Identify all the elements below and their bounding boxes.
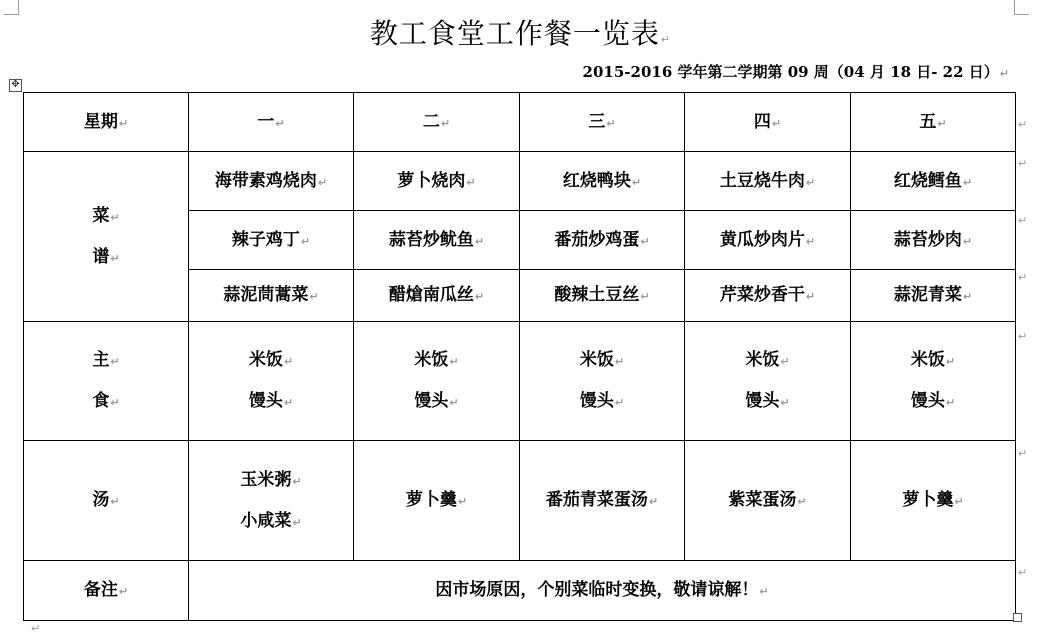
cell-line [189,111,353,132]
soup-cell-text: 番茄青菜蛋汤 [545,490,648,510]
dish-cell-text: 芹菜炒香干 [719,285,805,305]
cell-line [24,492,188,509]
cell-line [520,352,684,369]
cell-line [24,111,188,132]
staple-cell-text: 馒头 [579,391,614,411]
cell-line [354,111,519,132]
paragraph-mark-icon: ↵ [805,175,816,189]
paragraph-mark-icon: ↵ [309,290,319,303]
row-end-mark-icon: ↵ [1018,118,1028,131]
weekday-cell-2[interactable] [354,93,520,152]
soup-row [24,441,1016,561]
cell-line [24,582,188,599]
table-move-handle-icon[interactable]: ✥ [9,79,22,92]
cell-line [685,170,850,191]
cell-line [851,492,1015,509]
cell-line [189,352,353,369]
paragraph-mark-icon: ↵ [283,355,294,368]
soup-cell[interactable] [685,441,851,561]
row-end-mark-icon: ↵ [1018,447,1028,460]
paragraph-mark-icon: ↵ [640,290,650,303]
dish-cell-text: 醋熗南瓜丝 [388,285,474,305]
dish-cell-text: 酸辣土豆丝 [554,285,640,305]
cell-line [189,287,353,304]
cell-line [24,246,188,267]
paragraph-mark-icon: ↵ [110,210,120,224]
paragraph-mark-icon: ↵ [962,175,973,189]
paragraph-mark-icon: ↵ [449,355,459,368]
cell-line [520,229,684,250]
dish-cell[interactable] [520,270,685,322]
dish-cell[interactable] [685,270,851,322]
cell-line [189,229,353,250]
row-end-mark-icon: ↵ [1018,214,1028,227]
staple-cell-text: 米饭 [745,350,780,370]
dish-cell-text: 番茄炒鸡蛋 [554,229,640,250]
staple-cell[interactable] [851,322,1016,441]
paragraph-mark-icon: ↵ [110,396,120,409]
paragraph-mark-icon: ↵ [631,175,642,189]
paragraph-mark-icon: ↵ [457,495,468,508]
paragraph-mark-icon: ↵ [440,116,451,130]
row-end-mark-icon: ↵ [1018,566,1028,579]
dish-row [24,152,1016,211]
dish-cell[interactable] [851,270,1016,322]
notes-cell-text: 因市场原因，个别菜临时变换，敬请谅解！ [435,580,759,600]
dishes-label-cell[interactable] [24,152,189,322]
cell-line [24,352,188,369]
week-subtitle: 2015-2016 学年第二学期第 09 周（04 月 18 日- 22 日）↵ [582,63,1009,81]
row-end-mark-icon: ↵ [1018,271,1028,284]
dish-cell-text: 蒜苔炒肉 [893,229,962,250]
weekday-cell-3-text: 三 [588,111,606,132]
staple-label-cell-text: 食 [92,391,110,411]
document-title: 教工食堂工作餐一览表↵ [369,17,672,50]
weekday-label-cell[interactable] [24,93,189,152]
weekday-cell-3[interactable] [520,93,685,152]
cell-line [520,393,684,410]
cell-line [189,170,353,191]
paragraph-mark-icon: ↵ [110,355,120,368]
dishes-label-cell-text: 谱 [92,246,110,267]
cell-line [520,170,684,191]
dish-cell-text: 蒜泥茼蒿菜 [223,285,309,305]
dish-cell-text: 辣子鸡丁 [231,229,300,250]
cell-line [685,352,850,369]
paragraph-mark-icon: ↵ [275,116,285,130]
cell-line [189,393,353,410]
row-end-mark-icon: ↵ [1018,330,1028,343]
dish-cell[interactable] [354,152,520,211]
weekday-cell-1-text: 一 [257,111,275,132]
soup-cell-text: 小咸菜 [240,510,292,531]
cell-line [354,170,519,191]
paragraph-mark-icon: ↵ [780,396,790,409]
paragraph-mark-icon: ↵ [771,116,782,130]
paragraph-mark-icon: ↵ [805,234,816,248]
staple-label-cell-text: 主 [92,350,110,370]
cell-line [520,287,684,304]
staple-row [24,322,1016,441]
notes-cell[interactable] [189,561,1016,621]
weekday-cell-1[interactable] [189,93,354,152]
staple-cell[interactable] [685,322,851,441]
cell-line [851,393,1015,410]
paragraph-mark-icon: ↵ [962,234,973,248]
paragraph-mark-icon: ↵ [937,116,947,130]
cell-line [354,229,519,250]
paragraph-mark-icon: ↵ [759,585,769,598]
paragraph-mark-icon: ↵ [110,251,120,265]
paragraph-mark-icon: ↵ [283,396,294,409]
paragraph-mark-icon: ↵ [300,234,311,248]
dish-cell[interactable] [189,211,354,270]
cell-line [685,393,850,410]
cell-line [685,229,850,250]
table-resize-handle-icon[interactable] [1013,613,1022,622]
paragraph-mark-icon: ↵ [999,67,1009,80]
soup-cell[interactable] [851,441,1016,561]
staple-cell-text: 馒头 [414,391,449,411]
dish-cell-text: 蒜苔炒鱿鱼 [388,229,474,250]
staple-cell-text: 米饭 [248,350,283,370]
cell-line [189,469,353,490]
dish-cell-text: 海带素鸡烧肉 [214,170,317,191]
menu-table [23,92,1016,621]
cell-line [851,111,1015,132]
weekday-cell-4-text: 四 [753,111,771,132]
soup-cell-text: 萝卜羹 [902,490,954,510]
cell-line [685,111,850,132]
cell-line [24,205,188,226]
staple-cell-text: 米饭 [579,350,614,370]
dish-cell[interactable] [851,152,1016,211]
paragraph-mark-icon: ↵ [110,495,120,508]
paragraph-mark-icon: ↵ [660,33,672,46]
dish-cell[interactable] [685,211,851,270]
dish-cell[interactable] [520,211,685,270]
cell-line [354,352,519,369]
cell-line [851,287,1015,304]
paragraph-mark-icon: ↵ [648,495,659,508]
cell-line [520,111,684,132]
paragraph-mark-icon: ↵ [118,585,129,598]
soup-cell-text: 玉米粥 [240,469,292,490]
weekday-cell-5[interactable] [851,93,1016,152]
dish-cell-text: 萝卜烧肉 [397,170,466,191]
soup-label-cell[interactable] [24,441,189,561]
staple-cell[interactable] [354,322,520,441]
staple-label-cell[interactable] [24,322,189,441]
cell-line [354,393,519,410]
paragraph-mark-icon: ↵ [474,290,485,303]
notes-row [24,561,1016,621]
paragraph-mark-icon: ↵ [945,355,956,368]
dish-cell[interactable] [354,270,520,322]
soup-cell-text: 萝卜羹 [405,490,457,510]
notes-label-cell[interactable] [24,561,189,621]
cell-line [24,393,188,410]
dish-cell[interactable] [189,152,354,211]
dish-cell[interactable] [354,211,520,270]
cell-line [354,492,519,509]
weekday-cell-4[interactable] [685,93,851,152]
notes-label-cell-text: 备注 [83,580,118,600]
paragraph-mark-icon: ↵ [292,515,302,529]
dish-cell-text: 红烧鳕鱼 [893,170,962,191]
dish-cell-text: 土豆烧牛肉 [719,170,805,191]
paragraph-mark-icon: ↵ [118,116,129,130]
dish-cell-text: 黄瓜炒肉片 [719,229,805,250]
paragraph-mark-icon: ↵ [780,355,790,368]
soup-cell[interactable] [354,441,520,561]
staple-cell-text: 馒头 [745,391,780,411]
soup-cell[interactable] [520,441,685,561]
staple-cell-text: 馒头 [910,391,945,411]
cell-line [851,352,1015,369]
soup-cell-text: 紫菜蛋汤 [728,490,797,510]
dish-cell[interactable] [189,270,354,322]
dishes-label-cell-text: 菜 [92,205,110,226]
paragraph-mark-icon: ↵ [606,116,616,130]
cell-line [520,492,684,509]
paragraph-mark-icon: ↵ [805,290,816,303]
staple-cell-text: 馒头 [248,391,283,411]
paragraph-mark-icon: ↵ [614,355,625,368]
cell-line [189,582,1015,599]
dish-cell[interactable] [851,211,1016,270]
staple-cell[interactable] [520,322,685,441]
paragraph-mark-icon: ↵ [317,175,328,189]
soup-cell[interactable] [189,441,354,561]
paragraph-mark-icon: ↵ [474,234,485,248]
weekday-label-cell-text: 星期 [83,111,118,132]
paragraph-mark-icon: ↵ [31,622,41,635]
paragraph-mark-icon: ↵ [954,495,964,508]
paragraph-mark-icon: ↵ [962,290,973,303]
dish-cell[interactable] [685,152,851,211]
cell-line [851,229,1015,250]
paragraph-mark-icon: ↵ [945,396,956,409]
cell-line [189,510,353,531]
paragraph-mark-icon: ↵ [449,396,459,409]
paragraph-mark-icon: ↵ [640,234,650,248]
header-row [24,93,1016,152]
soup-label-cell-text: 汤 [92,490,110,510]
weekday-cell-5-text: 五 [919,111,937,132]
staple-cell[interactable] [189,322,354,441]
paragraph-mark-icon: ↵ [466,175,476,189]
cell-line [851,170,1015,191]
paragraph-mark-icon: ↵ [292,474,302,488]
cell-line [685,287,850,304]
dish-cell-text: 蒜泥青菜 [893,285,962,305]
cell-line [354,287,519,304]
dish-cell[interactable] [520,152,685,211]
cell-line [685,492,850,509]
paragraph-mark-icon: ↵ [614,396,625,409]
staple-cell-text: 米饭 [910,350,945,370]
row-end-mark-icon: ↵ [1018,157,1028,170]
dish-cell-text: 红烧鸭块 [562,170,631,191]
staple-cell-text: 米饭 [414,350,449,370]
paragraph-mark-icon: ↵ [797,495,807,508]
weekday-cell-2-text: 二 [422,111,440,132]
